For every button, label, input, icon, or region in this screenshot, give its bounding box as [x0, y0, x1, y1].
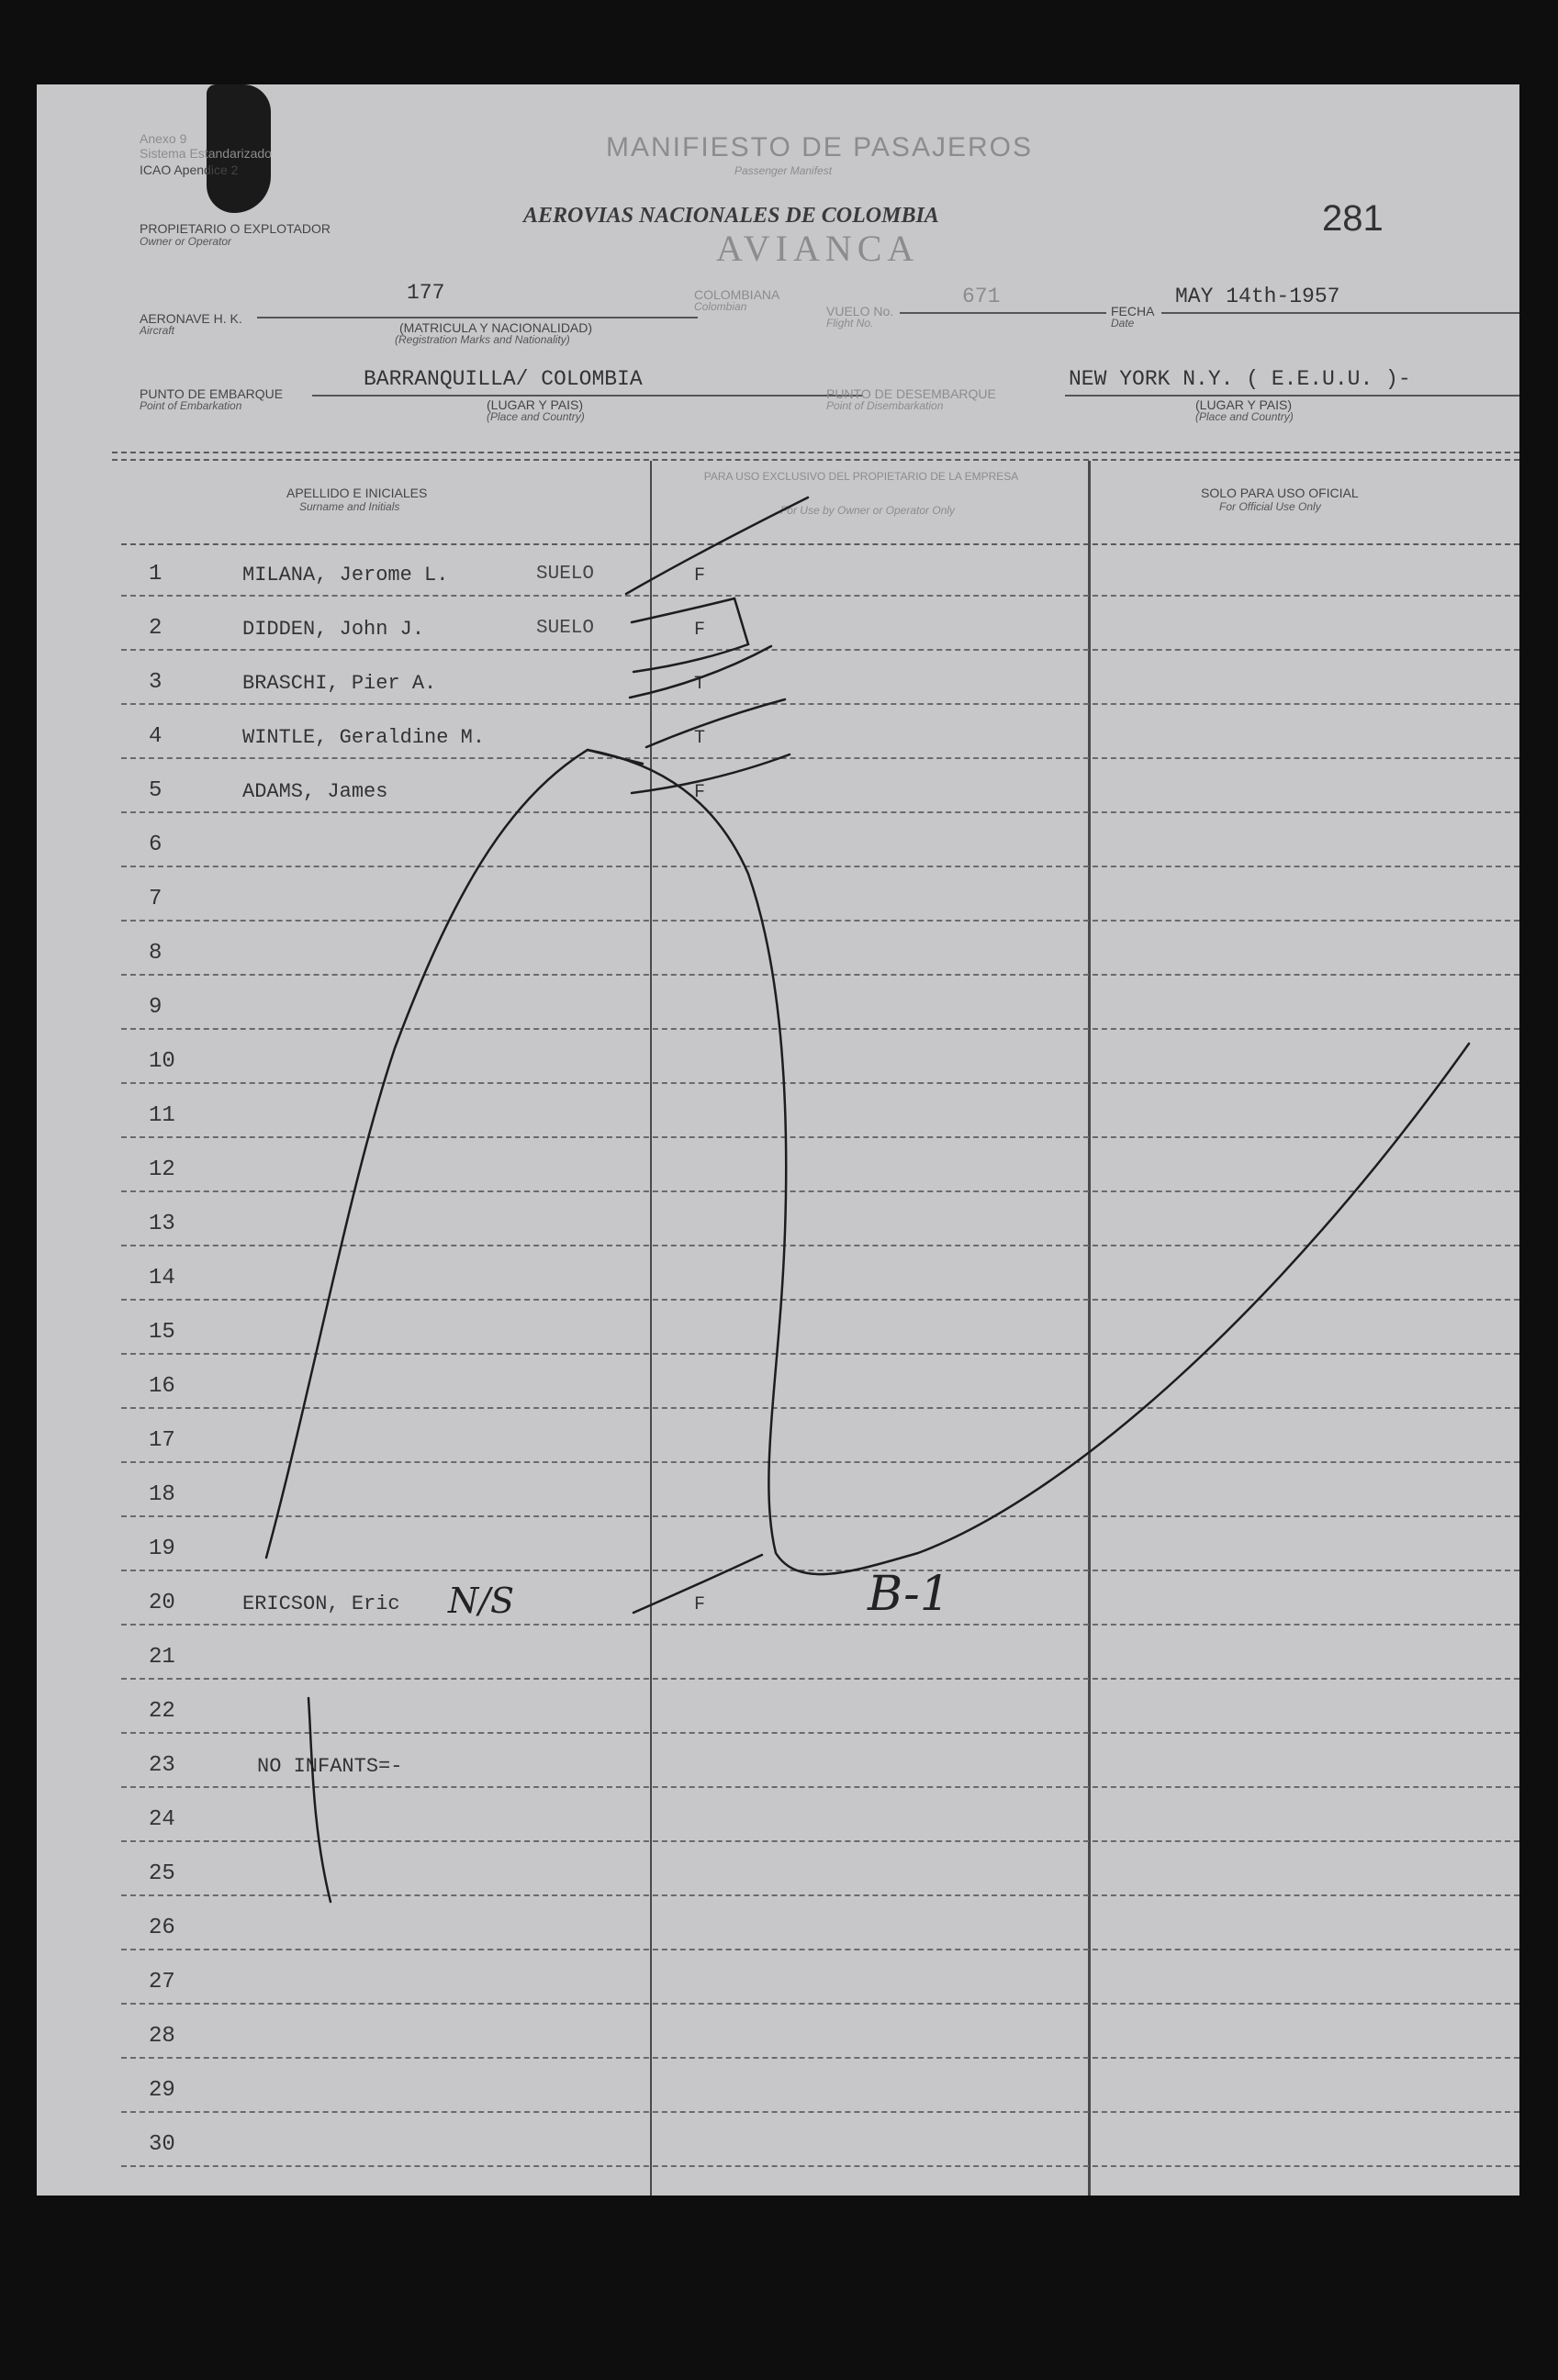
embark-label: PUNTO DE EMBARQUE	[140, 386, 284, 401]
handwritten-b1: B-1	[868, 1567, 950, 1622]
nationality-label: COLOMBIANA	[694, 287, 780, 302]
row-number: 2	[149, 616, 163, 641]
passenger-code: F	[694, 1594, 706, 1615]
aircraft-label: AERONAVE H. K.	[140, 311, 242, 326]
row-number: 9	[149, 995, 163, 1020]
row-number: 15	[149, 1320, 175, 1345]
passenger-name: BRASCHI, Pier A.	[242, 672, 437, 695]
passenger-code: F	[694, 565, 706, 587]
row-number: 20	[149, 1591, 175, 1615]
date-label-en: Date	[1111, 317, 1135, 330]
row-number: 5	[149, 778, 163, 803]
row-number: 4	[149, 724, 163, 749]
col-official-header: SOLO PARA USO OFICIAL	[1201, 486, 1359, 500]
flight-label-en: Flight No.	[826, 317, 874, 330]
row-number: 7	[149, 887, 163, 911]
check-mark-1	[626, 497, 808, 594]
row-number: 30	[149, 2132, 175, 2157]
row-number: 28	[149, 2024, 175, 2049]
aircraft-label-en: Aircraft	[140, 324, 175, 337]
passenger-name: MILANA, Jerome L.	[242, 564, 449, 587]
row-number: 22	[149, 1699, 175, 1724]
row-number: 13	[149, 1212, 175, 1236]
row-number: 23	[149, 1753, 175, 1778]
form-ref-3: ICAO Apendice 2	[140, 162, 239, 177]
row-number: 8	[149, 941, 163, 966]
nationality-label-en: Colombian	[694, 300, 747, 313]
embark-value: BARRANQUILLA/ COLOMBIA	[364, 367, 643, 391]
passenger-code: F	[694, 782, 706, 803]
form-ref-1: Anexo 9	[140, 131, 187, 146]
col-company-header-en: For Use by Owner or Operator Only	[779, 504, 956, 517]
check-mark-2	[632, 598, 748, 672]
registration-label: (MATRICULA Y NACIONALIDAD)	[399, 320, 593, 335]
flight-label: VUELO No.	[826, 304, 894, 318]
check-mark-20	[633, 1555, 762, 1613]
date-value: MAY 14th-1957	[1175, 285, 1340, 308]
col-names-header-en: Surname and Initials	[299, 500, 400, 513]
handwritten-marks	[37, 84, 1519, 2196]
row-number: 10	[149, 1049, 175, 1074]
bracket-curve	[266, 750, 1469, 1574]
row-number: 26	[149, 1916, 175, 1940]
row-number: 14	[149, 1266, 175, 1291]
passenger-name: ADAMS, James	[242, 780, 388, 803]
vertical-stroke	[308, 1698, 331, 1902]
aircraft-value: 177	[407, 281, 445, 305]
row-number: 19	[149, 1536, 175, 1561]
disembark-label-en: Point of Disembarkation	[826, 399, 944, 412]
passenger-name: ERICSON, Eric	[242, 1592, 400, 1615]
col-names-header: APELLIDO E INICIALES	[286, 486, 428, 500]
row-number: 18	[149, 1482, 175, 1507]
passenger-name: DIDDEN, John J.	[242, 618, 425, 641]
passenger-code: T	[694, 674, 706, 695]
row-number: 21	[149, 1645, 175, 1670]
row-number: 24	[149, 1807, 175, 1832]
page-number: 281	[1322, 198, 1384, 239]
place2-label: (LUGAR Y PAIS)	[1195, 397, 1293, 412]
place-label-en: (Place and Country)	[487, 410, 585, 423]
row-number: 29	[149, 2078, 175, 2103]
place-label: (LUGAR Y PAIS)	[487, 397, 584, 412]
passenger-name: WINTLE, Geraldine M.	[242, 726, 486, 749]
manifest-sheet	[37, 84, 1519, 2196]
disembark-label: PUNTO DE DESEMBARQUE	[826, 386, 996, 401]
row-number: 1	[149, 562, 163, 587]
tie-line-left	[588, 750, 643, 764]
row-number: 16	[149, 1374, 175, 1399]
passenger-note: SUELO	[536, 564, 595, 585]
operator-label-en: Owner or Operator	[140, 235, 232, 248]
form-ref-2: Sistema Estandarizado	[140, 146, 272, 161]
row-number: 6	[149, 832, 163, 857]
check-mark-3	[630, 646, 771, 698]
handwritten-ns: N/S	[448, 1581, 515, 1621]
manifest-title-en: Passenger Manifest	[734, 164, 833, 177]
passenger-note: SUELO	[536, 618, 595, 639]
check-mark-5	[632, 754, 790, 793]
place2-label-en: (Place and Country)	[1195, 410, 1294, 423]
col-company-header: PARA USO EXCLUSIVO DEL PROPIETARIO DE LA EMPRESA	[703, 470, 1019, 483]
row-number: 27	[149, 1970, 175, 1995]
operator-value: AEROVIAS NACIONALES DE COLOMBIA	[523, 204, 939, 228]
date-label: FECHA	[1111, 304, 1155, 318]
passenger-code: T	[694, 728, 706, 749]
operator-brand: AVIANCA	[716, 228, 920, 269]
flight-value: 671	[962, 285, 1001, 308]
passenger-code: F	[694, 620, 706, 641]
embark-label-en: Point of Embarkation	[140, 399, 242, 412]
operator-label: PROPIETARIO O EXPLOTADOR	[140, 221, 331, 236]
row-number: 17	[149, 1428, 175, 1453]
row-number: 12	[149, 1157, 175, 1182]
row-number: 25	[149, 1861, 175, 1886]
registration-label-en: (Registration Marks and Nationality)	[395, 333, 570, 346]
row-number: 3	[149, 670, 163, 695]
manifest-title: MANIFIESTO DE PASAJEROS	[606, 132, 1033, 162]
passenger-name: NO INFANTS=-	[257, 1755, 403, 1778]
row-number: 11	[149, 1103, 175, 1128]
check-mark-4	[646, 699, 785, 747]
col-official-header-en: For Official Use Only	[1219, 500, 1321, 513]
disembark-value: NEW YORK N.Y. ( E.E.U.U. )-	[1069, 367, 1411, 391]
